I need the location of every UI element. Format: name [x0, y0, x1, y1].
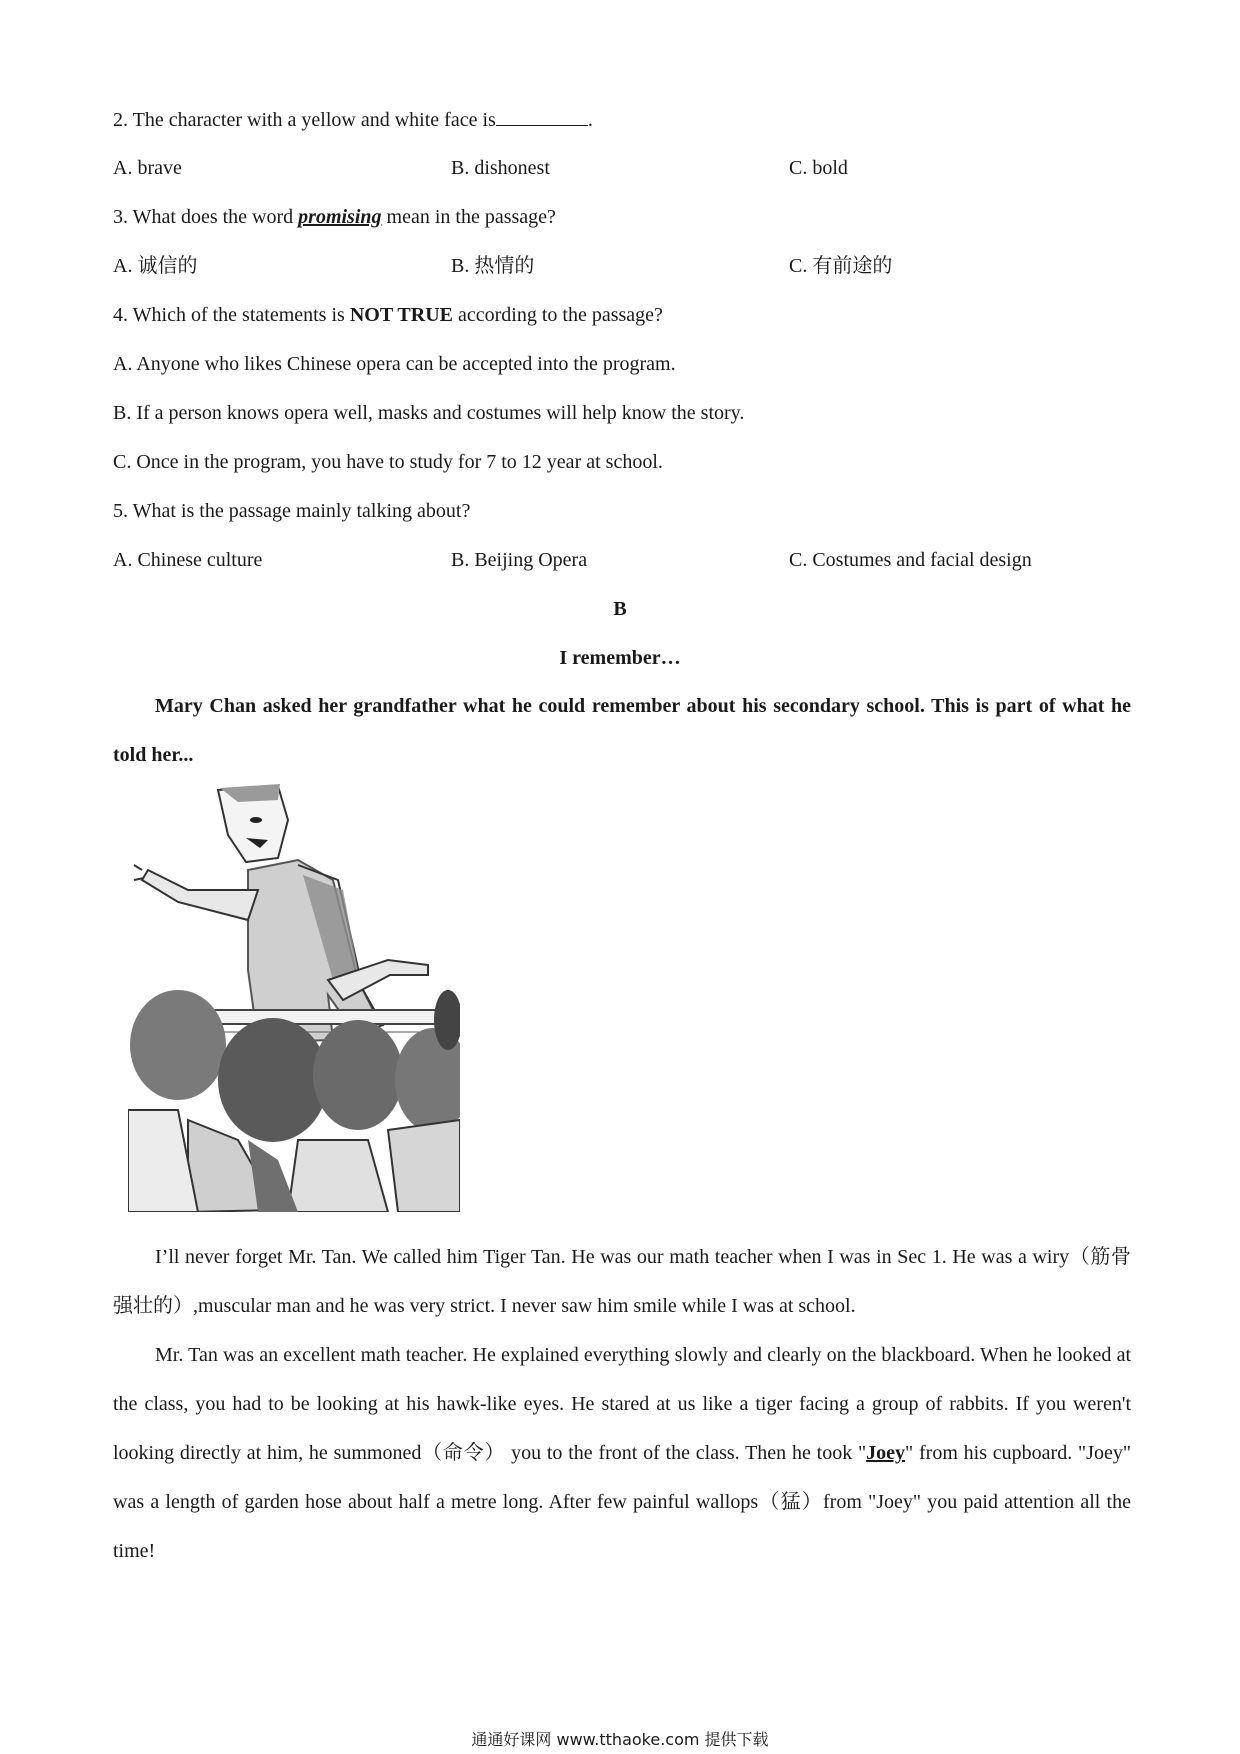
question-5-option-c: C. Costumes and facial design [789, 549, 1032, 571]
question-2-option-b: B. dishonest [451, 157, 550, 179]
question-5-option-b: B. Beijing Opera [451, 549, 588, 571]
question-4-stem [113, 305, 663, 325]
question-3-option-b: B. 热情的 [451, 255, 535, 277]
question-5-option-a: A. Chinese culture [113, 549, 263, 571]
passage-paragraph-2 [113, 1331, 1131, 1576]
question-4-option-c: C. Once in the program, you have to study for 7 to 12 year at school. [113, 451, 663, 473]
paragraph-2-text-end: " from his cupboard. "Joey" was a length of garden hose about half a metre long. After few painful wallops（猛）from "Joey" you paid attention all the time! [113, 1442, 1131, 1562]
question-3-stem [113, 207, 556, 227]
question-2-option-c: C. bold [789, 157, 848, 179]
question-3-option-c: C. 有前途的 [789, 255, 893, 277]
question-2-option-a: A. brave [113, 157, 182, 179]
page-footer: 通通好课网 www.tthaoke.com 提供下载 [471, 1730, 769, 1749]
passage-title: I remember… [559, 647, 681, 669]
teacher-classroom-illustration [128, 780, 460, 1212]
paragraph-2-text: Mr. Tan was an excellent math teacher. He explained everything slowly and clearly on the blackboard. When he looked at the class, you had to be looking at his hawk-like eyes. He stared at us like a tiger facing a group of rabbits. If you weren't looking directly at him, he summoned（命令） you to the front of the class. Then he took " [113, 1344, 1131, 1464]
passage-intro: Mary Chan asked her grandfather what he could remember about his secondary school. This is part of what he told her... [113, 695, 1131, 766]
question-4-option-b: B. If a person knows opera well, masks and costumes will help know the story. [113, 402, 745, 424]
question-2-stem [113, 109, 593, 130]
answer-blank [496, 109, 588, 126]
question-5-stem: 5. What is the passage mainly talking about? [113, 500, 471, 522]
question-2-period: . [587, 109, 593, 131]
joey-keyword: Joey [866, 1442, 906, 1464]
question-3-keyword: promising [298, 206, 382, 228]
question-3-text: 3. What does the word [113, 206, 299, 228]
section-letter: B [613, 598, 627, 620]
question-4-text-end: according to the passage? [453, 304, 663, 326]
question-4-option-a: A. Anyone who likes Chinese opera can be accepted into the program. [113, 353, 676, 375]
question-2-text: 2. The character with a yellow and white face is [113, 109, 496, 131]
question-4-keyword: NOT TRUE [349, 304, 453, 326]
question-3-text-end: mean in the passage? [381, 206, 556, 228]
passage-paragraph-1: I’ll never forget Mr. Tan. We called him Tiger Tan. He was our math teacher when I was in Sec 1. He was a wiry（筋骨强壮的）,muscular man and he was very strict. I never saw him smile while I was at school. [113, 1246, 1131, 1317]
question-4-text: 4. Which of the statements is [113, 304, 350, 326]
question-3-option-a: A. 诚信的 [113, 255, 198, 277]
